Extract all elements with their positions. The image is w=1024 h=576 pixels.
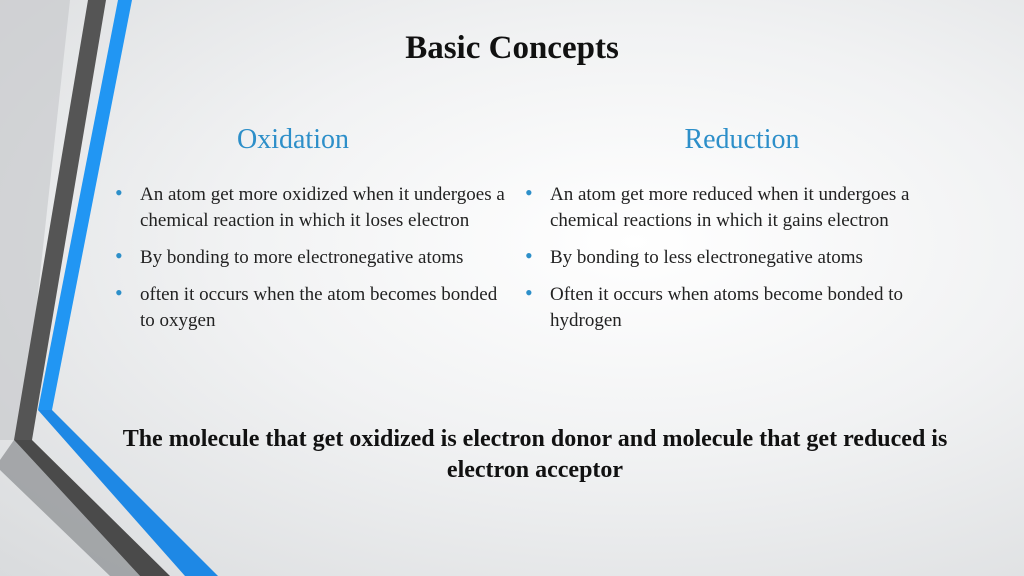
bullet-icon: • <box>115 180 123 205</box>
list-item <box>525 182 955 234</box>
bullet-text: By bonding to less electronegative atoms <box>550 247 863 268</box>
slide-title: Basic Concepts <box>405 30 619 66</box>
list-item <box>115 182 510 234</box>
reduction-heading: Reduction <box>684 124 800 155</box>
list-item <box>525 282 955 334</box>
bullet-icon: • <box>525 243 533 268</box>
bullet-text: An atom get more reduced when it undergoes a chemical reactions in which it gains electron <box>550 184 910 231</box>
summary-statement: The molecule that get oxidized is electron donor and molecule that get reduced is electron acceptor <box>122 426 948 483</box>
list-item <box>525 245 955 271</box>
bullet-text: Often it occurs when atoms become bonded to hydrogen <box>550 284 903 331</box>
bullet-text: An atom get more oxidized when it undergoes a chemical reaction in which it loses electron <box>140 184 505 231</box>
bullet-text: often it occurs when the atom becomes bonded to oxygen <box>140 284 498 331</box>
bullet-icon: • <box>115 243 123 268</box>
oxidation-list <box>115 182 510 345</box>
list-item <box>115 245 510 271</box>
oxidation-heading: Oxidation <box>237 124 349 155</box>
reduction-list <box>525 182 955 345</box>
bullet-icon: • <box>115 280 123 305</box>
list-item <box>115 282 510 334</box>
bullet-icon: • <box>525 280 533 305</box>
bullet-icon: • <box>525 180 533 205</box>
bullet-text: By bonding to more electronegative atoms <box>140 247 464 268</box>
